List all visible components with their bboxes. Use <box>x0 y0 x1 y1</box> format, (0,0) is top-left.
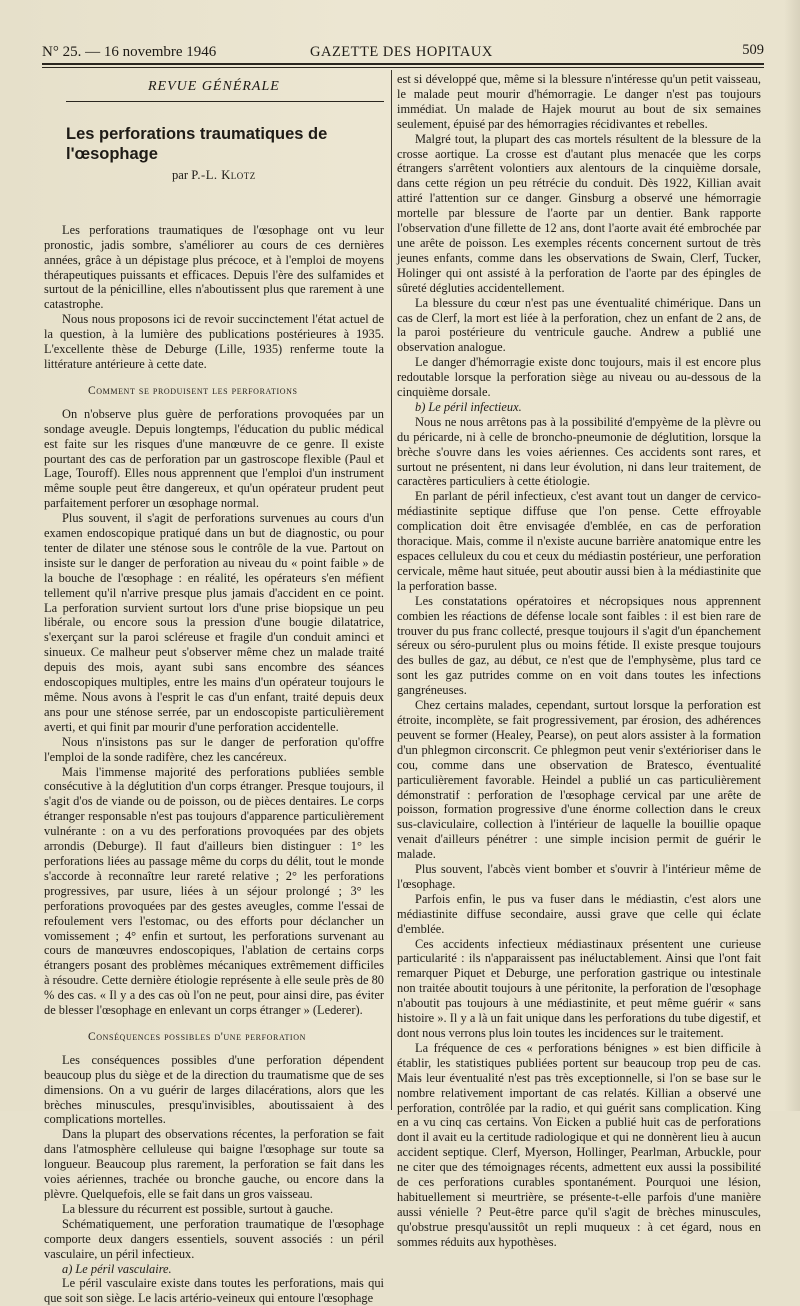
paragraph: Mais l'immense majorité des perforations publiées semble consécutive à la déglutition d'un corps étranger. Presque toujours, il s'agit d'os de viande ou de poisson, ou de pièces dentaires. Le corps étranger responsable n'est pas toujours d'apparence particulièrement vulnérante : on a vu des perforations provoquées par des objets arrondis (Deburge). Il faut d'ailleurs bien distinguer : 1° les perforations liées au passage même du corps du délit, tout le monde s'accorde à reconnaître leur rareté relative ; 2° les perforations progressives, par usure, liées à un séjour prolongé ; 3° les perforations provoquées par des gestes aveugles, comme l'essai de refoulement vers l'estomac, ou des efforts pour déclancher un vomissement ; 4° enfin et surtout, les perforations survenant au cours de manœuvres endoscopiques, l'ablation de certains corps étrangers posant des problèmes mécaniques extrêmement difficiles à résoudre. Cette dernière étiologie représente à elle seule près de 80 % des cas. « Il y a des cas où l'on ne peut, pour ainsi dire, pas éviter de blesser l'œsophage en enlevant un corps étranger » (Lederer). <box>44 764 384 1018</box>
paragraph: Plus souvent, il s'agit de perforations survenues au cours d'un examen endoscopique pratiqué dans un but de diagnostic, ou pour tenter de dilater une sténose sous le contrôle de la vue. Partout on insiste sur le danger de perforation au niveau du « point faible » de la bouche de l'œsophage : en réalité, les opérateurs s'en méfient tellement qu'il n'arrive presque plus jamais d'accident en ce point. La perforation survient surtout lors d'une prise biopsique un peu libérale, ou encore sous la pression d'une bougie dilatatrice, s'exerçant sur la paroi scléreuse et fragile d'un conduit aminci et sinueux. Ce malheur peut s'observer même chez un malade traité depuis des mois, ayant subi sans encombre des séances endoscopiques multiples, entre les mains d'un opérateur toujours le même. Nous avons à l'esprit le cas d'un enfant, traité depuis deux ans pour une sténose serrée, par un endoscopiste particulièrement averti, et qui finit par mourir d'une perforation accidentelle. <box>44 511 384 734</box>
byline <box>172 168 384 183</box>
paragraph: La blessure du cœur n'est pas une éventualité chimérique. Dans un cas de Clerf, la mort est liée à la perforation, chez un enfant de 2 ans, de la paroi postérieure du ventricule gauche. Andrew a publié une observation analogue. <box>397 295 761 355</box>
section-rule <box>66 101 384 102</box>
paragraph: est si développé que, même si la blessure n'intéresse qu'un petit vaisseau, le malade peut mourir d'hémorragie. Le danger n'est pas toujours immédiat. Un malade de Hajek mourut au bout de six semaines seulement, épuisé par des hémorragies récidivantes et rebelles. <box>397 72 761 131</box>
page-edge-shadow <box>784 0 800 1111</box>
paragraph: Nous nous proposons ici de revoir succinctement l'état actuel de la question, à la lumière des publications postérieures à 1935. L'excellente thèse de Deburge (Lille, 1935) renferme toute la littérature antérieure à cette date. <box>44 312 384 371</box>
paragraph: Les perforations traumatiques de l'œsophage ont vu leur pronostic, jadis sombre, s'améliorer au cours de ces dernières années, grâce à un dépistage plus précoce, et à l'emploi de moyens thérapeutiques puissants et efficaces. Depuis l'ère des sulfamides et surtout de la pénicilline, elles n'aboutissent plus que rarement à une catastrophe. <box>44 222 384 312</box>
header-rule-thin <box>42 67 764 68</box>
byline-prefix: par <box>172 167 189 182</box>
sub-subheading: a) Le péril vasculaire. <box>62 1261 172 1276</box>
paragraph: Nous ne nous arrêtons pas à la possibilité d'empyème de la plèvre ou du péricarde, ni à celle de broncho-pneumonie de déglutition, lorsque la brèche s'ouvre dans les voies aériennes. Ces accidents sont rares, et surtout ne présentent, ni dans leur évolution, ni dans leur traitement, de caractères particuliers à cette étiologie. <box>397 414 761 489</box>
byline-author: P.-L. Klotz <box>191 167 256 182</box>
subheading: Comment se produisent les perforations <box>88 384 298 397</box>
paragraph: Les conséquences possibles d'une perforation dépendent beaucoup plus du siège et de la direction du traumatisme que de ses dimensions. On a vu guérir de larges dilacérations, alors que les brèches minuscules, presqu'invisibles, aboutissaient à des complications mortelles. <box>44 1052 384 1127</box>
paragraph: Les constatations opératoires et nécropsiques nous apprennent combien les réactions de défense locale sont faibles : il est bien rare de trouver du pus franc collecté, presque toujours il s'agit d'un épanchement séreux ou séro-purulent plus ou moins fétide. Il existe presque toujours des bulles de gaz, au début, ce n'est que de l'emphysème, plus tard ce sont les gaz putrides comme on en voit dans toutes les infections gangréneuses. <box>397 593 761 698</box>
sub-subheading: b) Le péril infectieux. <box>415 399 522 414</box>
subheading: Conséquences possibles d'une perforation <box>88 1030 306 1043</box>
header-rule <box>42 63 764 65</box>
page-number: 509 <box>742 42 764 58</box>
page-header <box>42 40 764 64</box>
paragraph: Le danger d'hémorragie existe donc toujours, mais il est encore plus redoutable lorsque la perforation siège au niveau ou au-dessous de la cinquième dorsale. <box>397 355 761 400</box>
paragraph: Chez certains malades, cependant, surtout lorsque la perforation est étroite, incomplète, se fait progressivement, par érosion, des adhérences peuvent se former (Healey, Pearse), on peut alors assister à la formation d'un phlegmon circonscrit. Ce phlegmon peut venir s'extérioriser dans le cou, comme dans une observation de Bratesco, éventualité particulièrement favorable. Heindel a publié un cas particulièrement démonstratif : perforation de l'œsophage cervical par une arête de poisson, formation progressive d'une énorme collection dans le creux sus-claviculaire, collection à l'intérieur de laquelle la bouillie opaque venait d'ailleurs pénétrer : une simple incision permit de guérir le malade. <box>397 698 761 862</box>
paragraph: Schématiquement, une perforation traumatique de l'œsophage comporte deux dangers essentiels, souvent associés : un péril vasculaire, un péril infectieux. <box>44 1216 384 1261</box>
spacer <box>44 183 384 223</box>
right-column <box>397 72 761 1250</box>
paragraph: Nous n'insistons pas sur le danger de perforation qu'offre l'emploi de la sonde radifère, chez les cancéreux. <box>44 734 384 764</box>
article-title: Les perforations traumatiques de l'œsophage <box>66 124 328 163</box>
left-column <box>44 78 384 1306</box>
paragraph: Le péril vasculaire existe dans toutes les perforations, mais qui que soit son siège. Le lacis artério-veineux qui entoure l'œsophage <box>44 1276 384 1306</box>
paragraph: Dans la plupart des observations récentes, la perforation se fait dans l'atmosphère celluleuse qui baigne l'œsophage sur toute sa longueur. Beaucoup plus rarement, la perforation se fait dans les voies aériennes, trachée ou bronche gauche, ou encore dans la plèvre. Quelquefois, elle se fait dans un gros vaisseau. <box>44 1127 384 1201</box>
paragraph: Malgré tout, la plupart des cas mortels résultent de la blessure de la crosse aortique. La crosse est d'autant plus menacée que les corps étrangers s'arrêtent volontiers aux alentours de la cinquième dorsale, dans cette région un peu rétrécie du conduit. Dès 1922, Killian avait attiré l'attention sur ce danger. Ginsburg a observé une hémorragie mortelle par blessure de l'aorte par un dentier. Bank rapporte l'observation d'une fillette de 12 ans, dont l'aorte avait été embrochée par une arête de poisson. Les exemples récents concernent surtout de très jeunes enfants, comme dans les observations de Swain, Clerf, Tucker, Holinger qui ont assisté à la perforation de l'aorte par des épingles de sûreté dégluties accidentellement. <box>397 131 761 295</box>
paragraph: Ces accidents infectieux médiastinaux présentent une curieuse particularité : ils n'apparaissent pas inéluctablement. Ainsi que l'ont fait remarquer Piquet et Deburge, une perforation gastrique ou intestinale non traitée aboutit toujours à une péritonite, la perforation de l'œsophage n'aboutit pas toujours à une médiastinite, et peut même guérir « sans histoire ». Il y a là un fait unique dans les perforations du tube digestif, et dont nous verrons plus loin toutes les incidences sur le traitement. <box>397 936 761 1040</box>
column-divider <box>391 70 392 1110</box>
paragraph: On n'observe plus guère de perforations provoquées par un sondage aveugle. Depuis longtemps, l'éducation du public médical est faite sur les risques d'une manœuvre de ce genre. Il existe pourtant des cas de perforation par un gastroscope flexible (Paul et Lage, Touroff). Elles nous apprennent que l'emploi d'un instrument même souple peut être dangereux, et qu'un opérateur prudent peut parfaitement perforer un œsophage normal. <box>44 406 384 511</box>
section-label: REVUE GÉNÉRALE <box>148 79 280 94</box>
paragraph: En parlant de péril infectieux, c'est avant tout un danger de cervico-médiastinite septique diffuse que l'on pense. Cette effroyable complication doit être envisagée d'emblée, en cas de perforation thoracique. Mais, comme il n'existe aucune barrière anatomique entre les espaces celluleux du cou et ceux du médiastin postérieur, une perforation cervicale, même haut située, peut aboutir aussi bien à la médiastinite que la perforation basse. <box>397 489 761 593</box>
paragraph: Plus souvent, l'abcès vient bomber et s'ouvrir à l'intérieur même de l'œsophage. <box>397 862 761 891</box>
journal-name: GAZETTE DES HOPITAUX <box>310 44 493 60</box>
issue-number: N° 25. — 16 novembre 1946 <box>42 44 217 60</box>
paragraph: La blessure du récurrent est possible, surtout à gauche. <box>62 1201 334 1216</box>
paragraph: Parfois enfin, le pus va fuser dans le médiastin, c'est alors une médiastinite diffuse secondaire, aussi grave que celle qui éclate d'emblée. <box>397 891 761 936</box>
paragraph: La fréquence de ces « perforations bénignes » est bien difficile à établir, les statistiques publiées portent sur beaucoup trop peu de cas. Mais leur éventualité n'est pas très exceptionnelle, si l'on se base sur le nombre relativement important de cas relatés. Killian a observé une perforation, contrôlée par la radio, et qui guérit sans complication. King en a vu cinq cas certains. Von Eicken a publié huit cas de perforations dont il avait eu la certitude radiologique et qui ne donnèrent lieu à aucun accident septique. Clerf, Myerson, Hollinger, Pearlman, Arbuckle, pour ne citer que des témoignages récents, admettent eux aussi la possibilité de ces perforations curables spontanément. Pourquoi une lésion, habituellement si meurtrière, se présente-t-elle parfois d'une manière aussi vénielle ? Peut-être parce qu'il s'agit de brèches minuscules, qu'obstrue presqu'aussitôt un repli muqueux : à cet égard, nous en sommes réduits aux hypothèses. <box>397 1040 761 1249</box>
